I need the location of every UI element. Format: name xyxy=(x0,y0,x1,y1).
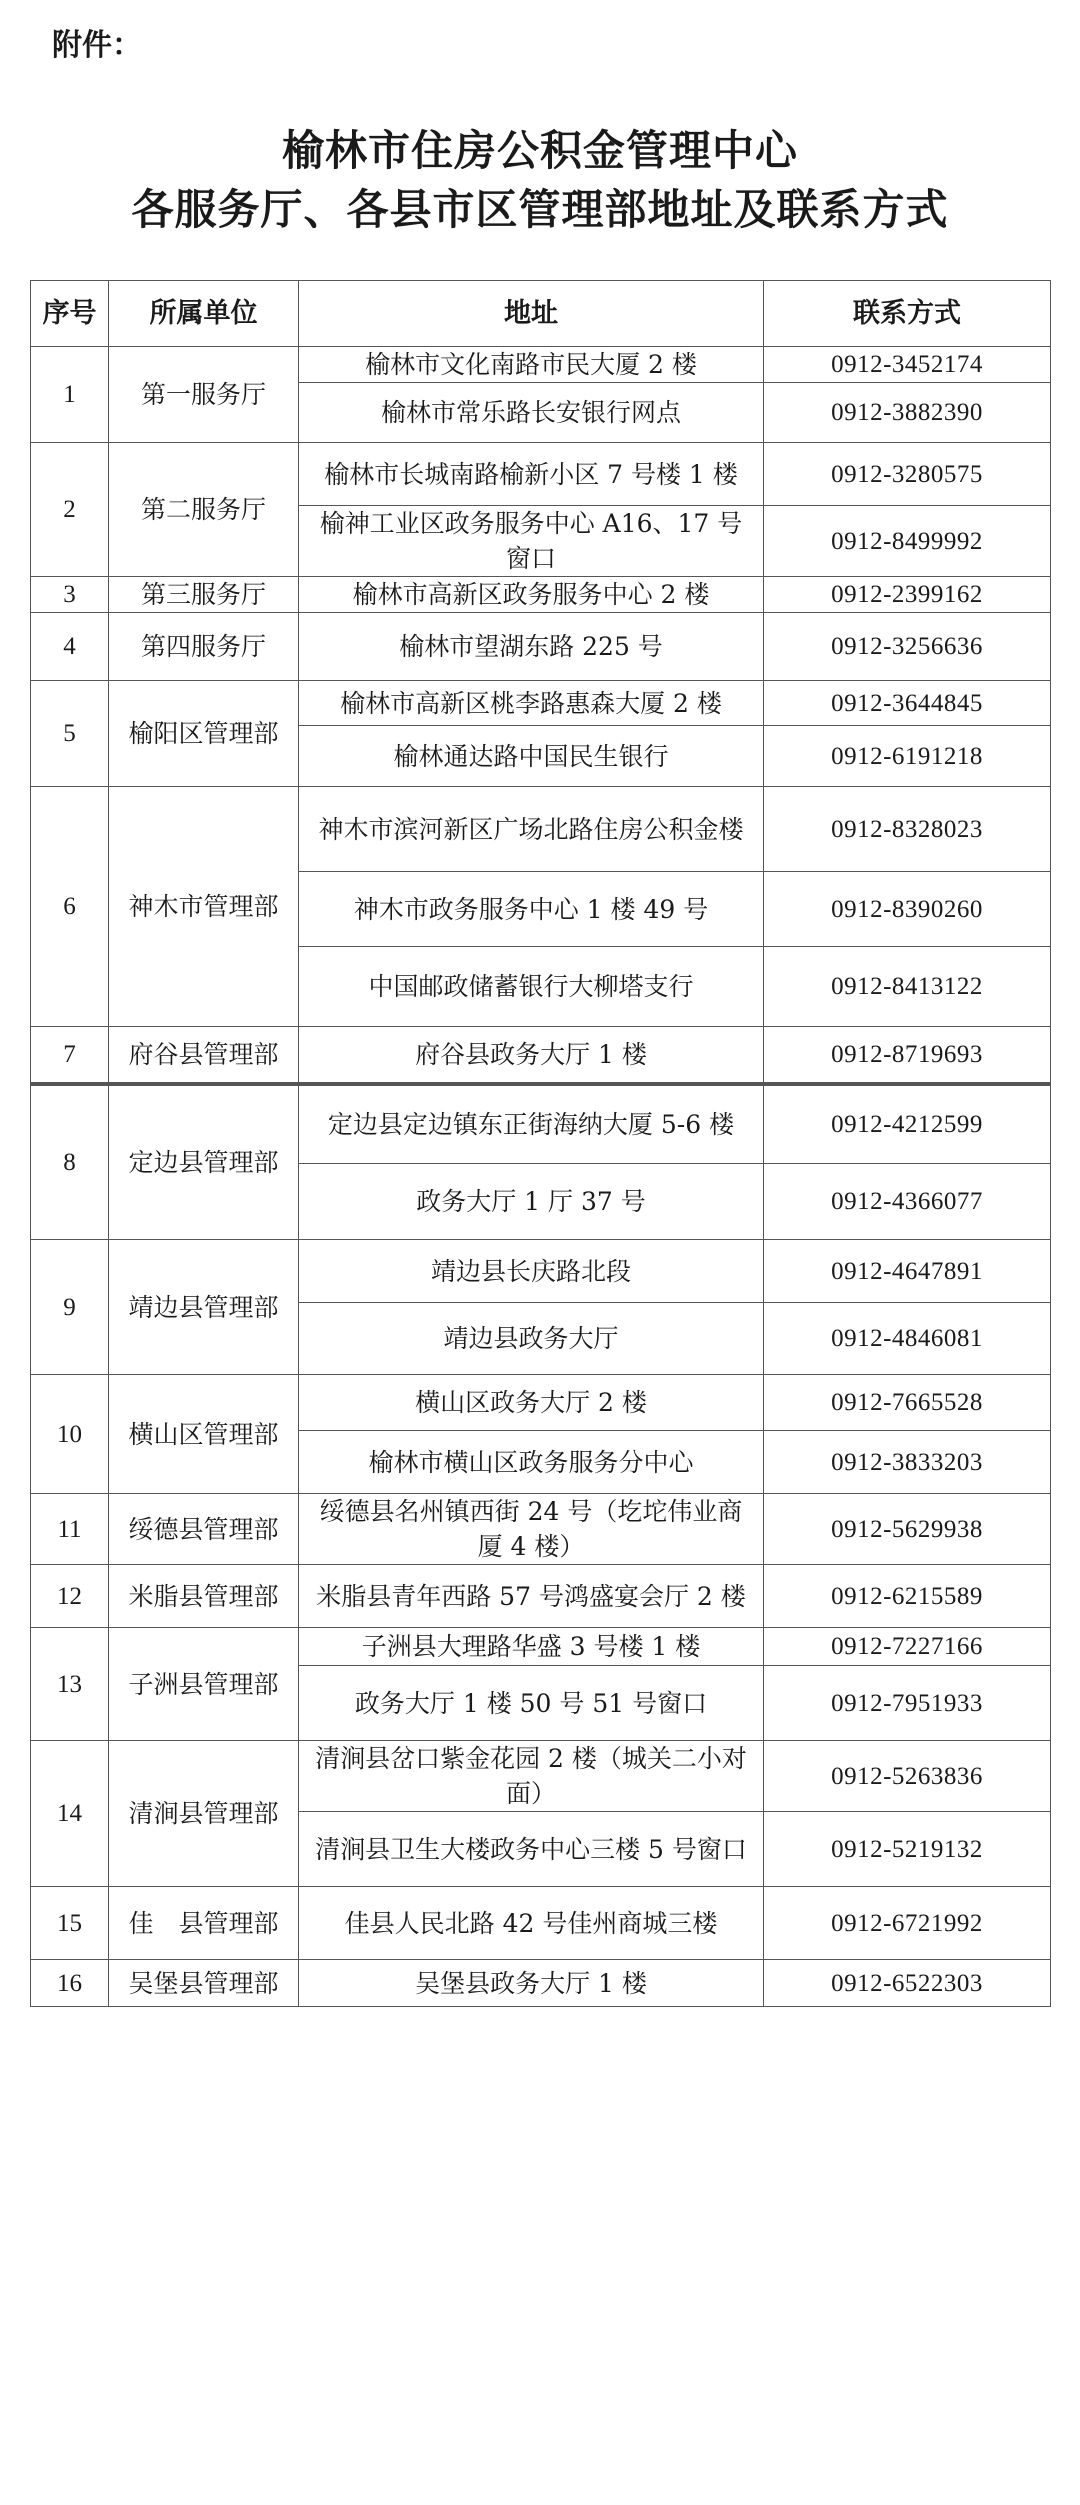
phone-cell: 0912-6522303 xyxy=(764,1960,1051,2007)
unit-cell: 靖边县管理部 xyxy=(109,1240,299,1375)
row-number-cell: 3 xyxy=(31,577,109,613)
phone-cell: 0912-4212599 xyxy=(764,1084,1051,1164)
row-number-cell: 2 xyxy=(31,443,109,577)
table-row xyxy=(31,347,1051,383)
address-cell: 神木市滨河新区广场北路住房公积金楼 xyxy=(299,787,764,872)
phone-cell: 0912-3882390 xyxy=(764,383,1051,443)
phone-cell: 0912-8328023 xyxy=(764,787,1051,872)
table-row xyxy=(31,577,1051,613)
phone-cell: 0912-7665528 xyxy=(764,1375,1051,1431)
unit-cell: 绥德县管理部 xyxy=(109,1494,299,1565)
row-number-cell: 13 xyxy=(31,1628,109,1741)
unit-cell: 佳 县管理部 xyxy=(109,1887,299,1960)
unit-cell: 子洲县管理部 xyxy=(109,1628,299,1741)
phone-cell: 0912-3452174 xyxy=(764,347,1051,383)
address-cell: 清涧县卫生大楼政务中心三楼 5 号窗口 xyxy=(299,1812,764,1887)
row-number-cell: 9 xyxy=(31,1240,109,1375)
row-number-cell: 15 xyxy=(31,1887,109,1960)
row-number-cell: 14 xyxy=(31,1741,109,1887)
column-header-contact: 联系方式 xyxy=(764,281,1051,347)
row-number-cell: 10 xyxy=(31,1375,109,1494)
table-row xyxy=(31,1887,1051,1960)
address-cell: 米脂县青年西路 57 号鸿盛宴会厅 2 楼 xyxy=(299,1565,764,1628)
table-row xyxy=(31,1240,1051,1303)
table-row xyxy=(31,787,1051,872)
table-row xyxy=(31,1027,1051,1084)
address-cell: 神木市政务服务中心 1 楼 49 号 xyxy=(299,872,764,947)
address-cell: 绥德县名州镇西街 24 号（圪坨伟业商厦 4 楼） xyxy=(299,1494,764,1565)
phone-cell: 0912-5219132 xyxy=(764,1812,1051,1887)
row-number-cell: 12 xyxy=(31,1565,109,1628)
phone-cell: 0912-3280575 xyxy=(764,443,1051,506)
phone-cell: 0912-3833203 xyxy=(764,1431,1051,1494)
address-cell: 子洲县大理路华盛 3 号楼 1 楼 xyxy=(299,1628,764,1666)
unit-cell: 吴堡县管理部 xyxy=(109,1960,299,2007)
table-row xyxy=(31,613,1051,681)
table-row xyxy=(31,443,1051,506)
address-cell: 清涧县岔口紫金花园 2 楼（城关二小对面） xyxy=(299,1741,764,1812)
column-header-no: 序号 xyxy=(31,281,109,347)
address-cell: 政务大厅 1 厅 37 号 xyxy=(299,1164,764,1240)
phone-cell: 0912-6191218 xyxy=(764,726,1051,787)
phone-cell: 0912-8413122 xyxy=(764,947,1051,1027)
phone-cell: 0912-5629938 xyxy=(764,1494,1051,1565)
address-cell: 靖边县长庆路北段 xyxy=(299,1240,764,1303)
phone-cell: 0912-4366077 xyxy=(764,1164,1051,1240)
table-row xyxy=(31,1084,1051,1164)
unit-cell: 横山区管理部 xyxy=(109,1375,299,1494)
row-number-cell: 11 xyxy=(31,1494,109,1565)
phone-cell: 0912-8390260 xyxy=(764,872,1051,947)
phone-cell: 0912-6721992 xyxy=(764,1887,1051,1960)
table-row xyxy=(31,1565,1051,1628)
column-header-address: 地址 xyxy=(299,281,764,347)
address-cell: 靖边县政务大厅 xyxy=(299,1303,764,1375)
row-number-cell: 5 xyxy=(31,681,109,787)
unit-cell: 定边县管理部 xyxy=(109,1084,299,1240)
address-cell: 吴堡县政务大厅 1 楼 xyxy=(299,1960,764,2007)
unit-cell: 第一服务厅 xyxy=(109,347,299,443)
row-number-cell: 16 xyxy=(31,1960,109,2007)
unit-cell: 第三服务厅 xyxy=(109,577,299,613)
phone-cell: 0912-7951933 xyxy=(764,1666,1051,1741)
table-row xyxy=(31,1375,1051,1431)
table-body xyxy=(31,347,1051,2007)
address-cell: 榆神工业区政务服务中心 A16、17 号窗口 xyxy=(299,506,764,577)
table-header-row xyxy=(31,281,1051,347)
phone-cell: 0912-3256636 xyxy=(764,613,1051,681)
address-cell: 榆林市横山区政务服务分中心 xyxy=(299,1431,764,1494)
phone-cell: 0912-8499992 xyxy=(764,506,1051,577)
address-cell: 榆林通达路中国民生银行 xyxy=(299,726,764,787)
page-title-line-1: 榆林市住房公积金管理中心 xyxy=(281,126,798,175)
row-number-cell: 8 xyxy=(31,1084,109,1240)
row-number-cell: 4 xyxy=(31,613,109,681)
phone-cell: 0912-2399162 xyxy=(764,577,1051,613)
row-number-cell: 1 xyxy=(31,347,109,443)
address-cell: 榆林市常乐路长安银行网点 xyxy=(299,383,764,443)
address-cell: 中国邮政储蓄银行大柳塔支行 xyxy=(299,947,764,1027)
phone-cell: 0912-5263836 xyxy=(764,1741,1051,1812)
table-row xyxy=(31,1494,1051,1565)
attachment-label: 附件： xyxy=(52,28,142,63)
phone-cell: 0912-8719693 xyxy=(764,1027,1051,1084)
unit-cell: 米脂县管理部 xyxy=(109,1565,299,1628)
address-cell: 榆林市望湖东路 225 号 xyxy=(299,613,764,681)
table-row xyxy=(31,681,1051,726)
address-cell: 榆林市高新区桃李路惠森大厦 2 楼 xyxy=(299,681,764,726)
table-row xyxy=(31,1960,1051,2007)
address-contact-table xyxy=(30,280,1051,2007)
unit-cell: 第二服务厅 xyxy=(109,443,299,577)
address-cell: 定边县定边镇东正街海纳大厦 5-6 楼 xyxy=(299,1084,764,1164)
unit-cell: 神木市管理部 xyxy=(109,787,299,1027)
phone-cell: 0912-7227166 xyxy=(764,1628,1051,1666)
row-number-cell: 6 xyxy=(31,787,109,1027)
table-row xyxy=(31,1628,1051,1666)
phone-cell: 0912-6215589 xyxy=(764,1565,1051,1628)
address-cell: 榆林市文化南路市民大厦 2 楼 xyxy=(299,347,764,383)
unit-cell: 府谷县管理部 xyxy=(109,1027,299,1084)
phone-cell: 0912-4647891 xyxy=(764,1240,1051,1303)
address-cell: 府谷县政务大厅 1 楼 xyxy=(299,1027,764,1084)
column-header-unit: 所属单位 xyxy=(109,281,299,347)
address-cell: 横山区政务大厅 2 楼 xyxy=(299,1375,764,1431)
unit-cell: 清涧县管理部 xyxy=(109,1741,299,1887)
phone-cell: 0912-4846081 xyxy=(764,1303,1051,1375)
table-row xyxy=(31,1741,1051,1812)
phone-cell: 0912-3644845 xyxy=(764,681,1051,726)
unit-cell: 第四服务厅 xyxy=(109,613,299,681)
page-title-line-2: 各服务厅、各县市区管理部地址及联系方式 xyxy=(131,185,949,234)
address-cell: 榆林市长城南路榆新小区 7 号楼 1 楼 xyxy=(299,443,764,506)
address-cell: 榆林市高新区政务服务中心 2 楼 xyxy=(299,577,764,613)
address-cell: 佳县人民北路 42 号佳州商城三楼 xyxy=(299,1887,764,1960)
row-number-cell: 7 xyxy=(31,1027,109,1084)
address-cell: 政务大厅 1 楼 50 号 51 号窗口 xyxy=(299,1666,764,1741)
unit-cell: 榆阳区管理部 xyxy=(109,681,299,787)
